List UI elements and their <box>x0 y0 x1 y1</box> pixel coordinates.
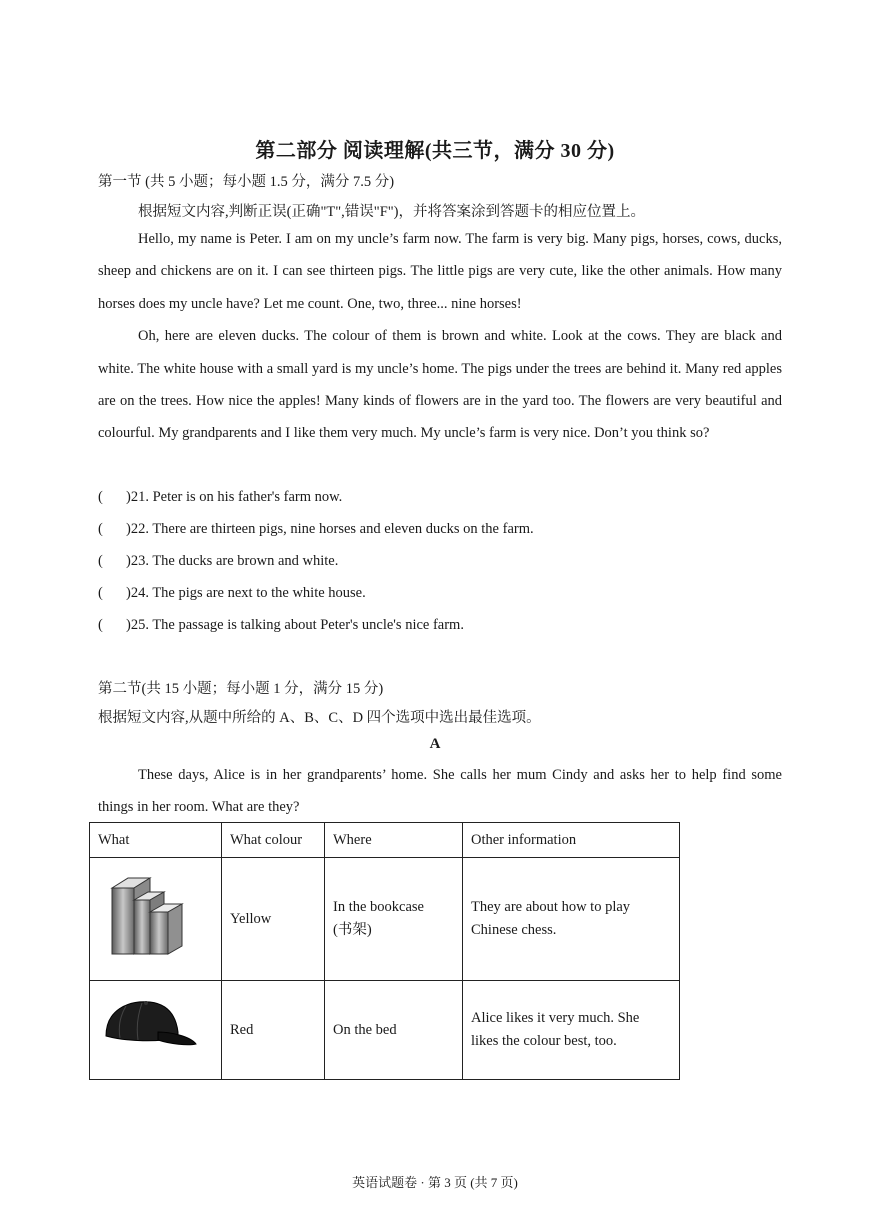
where-line: In the bookcase <box>333 899 424 915</box>
cell-image <box>90 858 222 981</box>
section1-heading: 第一节 (共 5 小题；每小题 1.5 分，满分 7.5 分) <box>98 174 395 190</box>
table-header-row <box>90 823 680 858</box>
cap-icon <box>98 996 198 1056</box>
question-text: )25. The passage is talking about Peter's uncle's nice farm. <box>126 617 464 633</box>
where-line: (书架) <box>333 922 372 938</box>
part-title: 第二部分 阅读理解(共三节，满分 30 分) <box>255 140 615 162</box>
question-25[interactable] <box>98 617 464 634</box>
section1-instruction: 根据短文内容,判断正误(正确"T",错误"F")，并将答案涂到答题卡的相应位置上。 <box>138 204 646 220</box>
passage-a-intro <box>98 759 782 824</box>
question-text: )24. The pigs are next to the white house. <box>126 585 366 601</box>
passage-label: A <box>429 736 441 752</box>
books-icon <box>98 870 188 960</box>
answer-bracket: ( <box>98 489 103 505</box>
section2-instruction: 根据短文内容,从题中所给的 A、B、C、D 四个选项中选出最佳选项。 <box>98 710 541 726</box>
question-text: )21. Peter is on his father's farm now. <box>126 489 343 505</box>
cell-image <box>90 981 222 1080</box>
items-table <box>89 822 680 1080</box>
passage-a-text: These days, Alice is in her grandparents’ home. She calls her mum Cindy and asks her to help find some things in her room. What are they? <box>98 767 782 816</box>
passage <box>98 223 782 450</box>
passage-paragraph-2: Oh, here are eleven ducks. The colour of them is brown and white. Look at the cows. They are black and white. The white house with a small yard is my uncle’s home. The pigs under the trees are behind it. Many red apples are on the trees. How nice the apples! Many kinds of flowers are in the yard too. The flowers are very beautiful and colourful. My grandparents and I like them very much. My uncle’s farm is very nice. Don’t you think so? <box>98 328 782 442</box>
info-line: Alice likes it very much. She <box>471 1010 640 1026</box>
question-24[interactable] <box>98 585 366 602</box>
question-21[interactable] <box>98 489 342 506</box>
col-header-info: Other information <box>463 823 680 858</box>
cell-info <box>463 981 680 1080</box>
cell-where <box>325 858 463 981</box>
question-22[interactable] <box>98 521 534 538</box>
table-row <box>90 858 680 981</box>
cell-where <box>325 981 463 1080</box>
info-line: They are about how to play <box>471 899 631 915</box>
info-line: likes the colour best, too. <box>471 1033 617 1049</box>
cell-colour: Red <box>222 981 325 1080</box>
info-line: Chinese chess. <box>471 922 557 938</box>
passage-paragraph-1: Hello, my name is Peter. I am on my uncle’s farm now. The farm is very big. Many pigs, horses, cows, ducks, sheep and chickens are on it. I can see thirteen pigs. The little pigs are very cute, like the other animals. How many horses does my uncle have? Let me count. One, two, three... nine horses! <box>98 231 782 312</box>
cell-info <box>463 858 680 981</box>
question-text: )23. The ducks are brown and white. <box>126 553 339 569</box>
cell-colour: Yellow <box>222 858 325 981</box>
answer-bracket: ( <box>98 521 103 537</box>
col-header-what: What <box>90 823 222 858</box>
question-23[interactable] <box>98 553 338 570</box>
col-header-colour: What colour <box>222 823 325 858</box>
answer-bracket: ( <box>98 617 103 633</box>
answer-bracket: ( <box>98 553 103 569</box>
table-row <box>90 981 680 1080</box>
col-header-where: Where <box>325 823 463 858</box>
where-line: On the bed <box>333 1021 397 1038</box>
question-text: )22. There are thirteen pigs, nine horses and eleven ducks on the farm. <box>126 521 534 537</box>
page-footer: 英语试题卷 · 第 3 页 (共 7 页) <box>352 1175 518 1190</box>
answer-bracket: ( <box>98 585 103 601</box>
section2-heading: 第二节(共 15 小题；每小题 1 分，满分 15 分) <box>98 681 384 697</box>
